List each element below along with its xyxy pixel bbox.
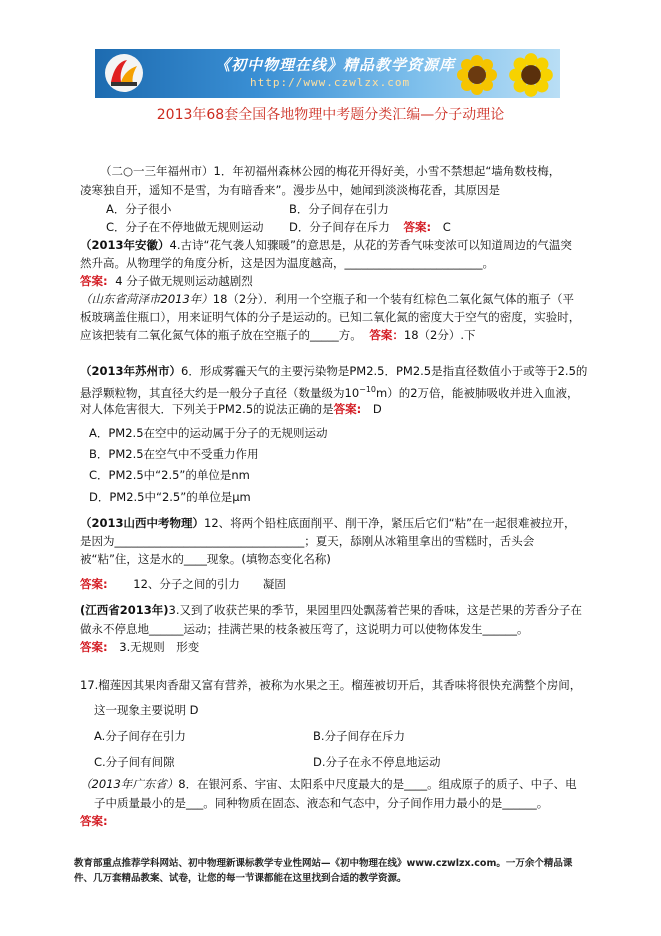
q8-answer-label: 答案: — [80, 814, 108, 828]
q2-text1: 4.古诗“花气袭人知骤暖”的意思是，从花的芳香气味变浓可以知道周边的气温突 — [169, 238, 572, 252]
banner-url: http://www.czwlzx.com — [250, 76, 411, 89]
q4-option-b: B．PM2.5在空气中不受重力作用 — [89, 447, 259, 461]
q3-answer-label: 答案： — [369, 328, 404, 342]
q3-blank: _____ — [310, 328, 339, 342]
q3-line1 — [80, 291, 574, 307]
q6-text2-end: 。 — [517, 622, 529, 636]
q7-option-d: D.分子在永不停息地运动 — [313, 755, 441, 769]
q4-source: （2013年苏州市） — [80, 364, 182, 378]
q5-blank1: _________________________________ — [114, 534, 305, 548]
q2-answer: 4 分子做无规则运动越剧烈 — [115, 274, 253, 288]
q6-line2 — [80, 621, 529, 637]
q5-answer-label: 答案: — [80, 577, 108, 591]
q4-text1: 6．形成雾霾天气的主要污染物是PM2.5．PM2.5是指直径数值小于或等于2.5的 — [181, 364, 588, 378]
q4-exponent: −10 — [359, 385, 377, 394]
q6-text1: 3.又到了收获芒果的季节，果园里四处飘荡着芒果的香味，这是芒果的芳香分子在 — [168, 603, 582, 617]
q8-line2 — [94, 795, 548, 811]
site-logo-icon — [103, 52, 145, 94]
q5-text3: 被“粘”住，这是水的 — [80, 552, 184, 566]
q5-text2-end: ；夏天，舔刚从冰箱里拿出的雪糕时，舌头会 — [304, 534, 535, 548]
q2-text2: 然升高。从物理学的角度分析，这是因为温度越高， — [80, 256, 345, 270]
q1-line2: 凌寒独自开，遥知不是雪，为有暗香来”。漫步丛中，她闻到淡淡梅花香，其原因是 — [80, 183, 500, 197]
q7-line1: 17.榴莲因其果肉香甜又富有营养，被称为水果之王。榴莲被切开后，其香味将很快充满整个房间， — [80, 678, 582, 692]
q4-text3: 对人体危害很大．下列关于PM2.5的说法正确的是 — [80, 402, 334, 416]
q1-line1: （二○一三年福州市）1．年初福州森林公园的梅花开得好美，小雪不禁想起“墙角数枝梅， — [100, 164, 561, 178]
q1-option-d — [289, 219, 451, 235]
q8-text1: 8．在银河系、宇宙、太阳系中尺度最大的是 — [178, 777, 405, 791]
q8-blank1: ____ — [404, 777, 428, 791]
q1-answer: C — [442, 220, 451, 234]
q3-text1: 18（2分）．利用一个空瓶子和一个装有红棕色二氧化氮气体的瓶子（平 — [212, 292, 574, 306]
q5-line1 — [80, 515, 576, 531]
q7-option-c: C.分子间有间隙 — [94, 755, 175, 769]
q1-option-b: B．分子间存在引力 — [289, 202, 389, 216]
footer-line1: 教育部重点推荐学科网站、初中物理新课标教学专业性网站—《初中物理在线》www.czwlzx.com。一万余个精品课 — [74, 858, 573, 869]
q1-option-d-text: D．分子间存在斥力 — [289, 220, 390, 234]
q6-text2: 做永不停息地 — [80, 622, 149, 636]
q2-text2-end: 。 — [482, 256, 494, 270]
q1-answer-label: 答案: — [403, 220, 432, 234]
q7-option-a: A.分子间存在引力 — [94, 729, 186, 743]
q6-source: (江西省2013年) — [80, 603, 169, 617]
q5-line2 — [80, 533, 534, 549]
q2-answer-label: 答案: — [80, 274, 108, 288]
q4-line2 — [80, 382, 579, 401]
q2-answer-line — [80, 273, 253, 289]
q3-text3: 应该把装有二氧化氮气体的瓶子放在空瓶子的 — [80, 328, 310, 342]
q7-option-b: B.分子间存在斥力 — [313, 729, 406, 743]
q3-text3-mid: 方。 — [338, 328, 362, 342]
q6-blank1: ______ — [149, 622, 184, 636]
sunflower-icon — [507, 51, 555, 98]
q8-source: （2013年广东省） — [80, 777, 179, 791]
q8-text2-end: 。 — [536, 796, 549, 810]
q3-line2: 板玻璃盖住瓶口），用来证明气体的分子是运动的。已知二氧化氮的密度大于空气的密度，实验时， — [80, 310, 581, 324]
q4-line3 — [80, 401, 382, 417]
header-banner — [95, 49, 560, 98]
q4-answer: D — [372, 402, 382, 416]
q4-option-d: D．PM2.5中“2.5”的单位是μm — [89, 490, 251, 504]
q5-answer-line — [80, 576, 286, 592]
q4-option-c: C．PM2.5中“2.5”的单位是nm — [89, 468, 250, 482]
q2-source: （2013年安徽） — [80, 238, 170, 252]
q6-answer: 3.无规则 形变 — [119, 640, 200, 654]
q4-text2-end: m）的2万倍，能被肺吸收并进入血液， — [376, 385, 579, 400]
q2-line2 — [80, 255, 494, 271]
q8-blank2: ___ — [186, 796, 204, 810]
q8-text1-end: 。组成原子的质子、中子、电 — [427, 777, 577, 791]
q4-answer-label: 答案: — [333, 402, 362, 416]
q5-blank2: ____ — [183, 552, 207, 566]
q8-line1 — [80, 776, 577, 792]
q5-answer: 12、分子之间的引力 凝固 — [133, 577, 286, 591]
q6-line1 — [80, 602, 582, 618]
q5-line3 — [80, 551, 331, 567]
sunflower-icon — [455, 53, 499, 97]
q2-line1 — [80, 237, 572, 253]
q6-answer-label: 答案: — [80, 640, 108, 654]
q3-source: （山东省菏泽市2013年） — [80, 292, 213, 306]
q3-line3 — [80, 327, 476, 343]
q5-text1: 12、将两个铅柱底面削平、削干净，紧压后它们“粘”在一起很难被拉开， — [204, 516, 576, 530]
q6-answer-line — [80, 639, 199, 655]
q5-text2: 是因为 — [80, 534, 115, 548]
q6-blank2: ______ — [482, 622, 517, 636]
q4-option-a: A．PM2.5在空中的运动属于分子的无规则运动 — [89, 426, 328, 440]
q1-option-c: C．分子在不停地做无规则运动 — [106, 220, 264, 234]
q5-text3-end: 现象。(填物态变化名称) — [206, 552, 331, 566]
q5-source: （2013山西中考物理） — [80, 516, 205, 530]
q4-line1 — [80, 363, 587, 379]
footer-line2: 件、几万套精品教案、试卷，让您的每一节课都能在这里找到合适的教学资源。 — [74, 873, 407, 884]
page-footer — [74, 856, 594, 886]
q7-line2: 这一现象主要说明 D — [94, 703, 199, 717]
q8-text2-mid: 。同种物质在固态、液态和气态中，分子间作用力最小的是 — [203, 796, 503, 810]
q3-answer: 18（2分）.下 — [403, 328, 476, 342]
q6-text2-mid: 运动；挂满芒果的枝条被压弯了，这说明力可以使物体发生 — [183, 622, 483, 636]
q8-text2: 子中质量最小的是 — [94, 796, 186, 810]
document-title: 2013年68套全国各地物理中考题分类汇编—分子动理论 — [156, 107, 505, 123]
q4-text2: 悬浮颗粒物，其直径大约是一般分子直径（数量级为10 — [80, 385, 360, 400]
q8-blank3: ______ — [502, 796, 537, 810]
q2-blank: ________________________ — [344, 256, 483, 270]
q8-answer-line — [80, 813, 108, 829]
q1-option-a: A．分子很小 — [106, 202, 172, 216]
banner-title: 《初中物理在线》精品教学资源库 — [215, 56, 456, 74]
